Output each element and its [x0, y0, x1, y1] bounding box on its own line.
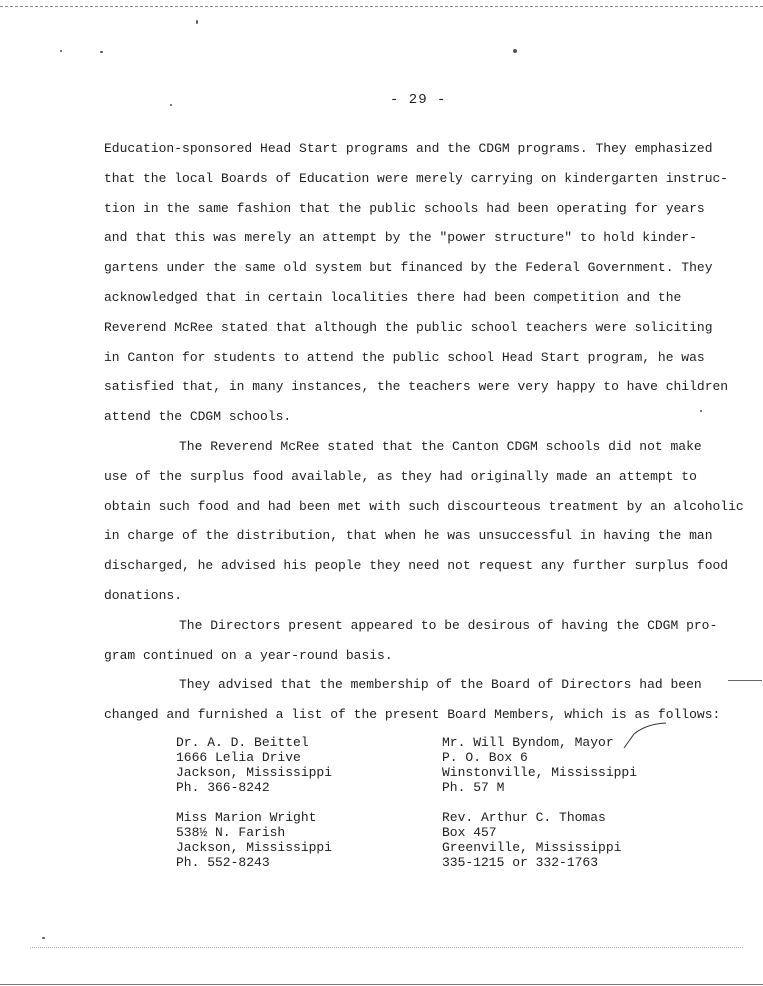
board-member-detail: 1666 Lelia Drive	[176, 750, 301, 765]
board-member-name: Miss Marion Wright	[176, 810, 317, 825]
text-line: obtain such food and had been met with such discourteous treatment by an alcoholic	[104, 498, 744, 514]
board-member-entry	[176, 810, 332, 870]
board-member-detail: Ph. 366-8242	[176, 780, 270, 795]
scan-speck	[170, 104, 172, 106]
text-line: acknowledged that in certain localities there had been competition and the	[104, 289, 682, 305]
page-bottom-edge	[0, 984, 763, 985]
text-line: discharged, he advised his people they need not request any further surplus food	[104, 558, 729, 574]
board-member-detail: Box 457	[442, 825, 497, 840]
board-member-entry	[442, 810, 637, 870]
board-member-detail: P. O. Box 6	[442, 750, 528, 765]
text-line: The Reverend McRee stated that the Canton CDGM schools did not make	[179, 438, 702, 454]
margin-mark	[728, 680, 762, 681]
text-line: in charge of the distribution, that when he was unsuccessful in having the man	[104, 528, 713, 544]
scan-speck	[60, 50, 62, 52]
board-member-detail: Winstonville, Mississippi	[442, 765, 638, 780]
board-member-entry	[176, 735, 332, 795]
text-line: changed and furnished a list of the present Board Members, which is as follows:	[104, 707, 721, 723]
pen-stroke-mark	[620, 722, 670, 752]
scan-speck	[100, 51, 103, 53]
board-members-right-column	[442, 735, 637, 885]
text-line: gartens under the same old system but financed by the Federal Government. They	[104, 260, 713, 276]
board-member-detail: Jackson, Mississippi	[176, 765, 333, 780]
board-member-detail: Jackson, Mississippi	[176, 840, 333, 855]
text-line: tion in the same fashion that the public schools had been operating for years	[104, 200, 705, 216]
text-line: donations.	[104, 587, 183, 603]
text-line: Reverend McRee stated that although the public school teachers were soliciting	[104, 319, 713, 335]
board-member-detail: 335-1215 or 332-1763	[442, 855, 599, 870]
page-bottom-scan-line	[30, 947, 743, 948]
board-member-name: Rev. Arthur C. Thomas	[442, 810, 606, 825]
body-text	[104, 134, 744, 730]
text-line: use of the surplus food available, as they had originally made an attempt to	[104, 468, 697, 484]
scan-speck	[513, 49, 517, 53]
text-line: They advised that the membership of the Board of Directors had been	[179, 677, 702, 693]
board-members-left-column	[176, 735, 332, 885]
text-line: that the local Boards of Education were merely carrying on kindergarten instruc-	[104, 170, 729, 186]
scan-speck	[196, 20, 198, 24]
page-number: - 29 -	[390, 92, 447, 108]
board-member-detail: Ph. 57 M	[442, 780, 505, 795]
text-line: gram continued on a year-round basis.	[104, 647, 393, 663]
board-member-name: Mr. Will Byndom, Mayor	[442, 735, 614, 750]
text-line: attend the CDGM schools.	[104, 409, 292, 425]
board-member-detail: Greenville, Mississippi	[442, 840, 622, 855]
board-member-detail: Ph. 552-8243	[176, 855, 270, 870]
text-line: Education-sponsored Head Start programs and the CDGM programs. They emphasized	[104, 141, 713, 156]
board-member-entry	[442, 735, 637, 795]
page-top-edge	[0, 6, 763, 7]
board-member-detail: 538½ N. Farish	[176, 825, 286, 840]
text-line: and that this was merely an attempt by the "power structure" to hold kinder-	[104, 230, 697, 246]
scan-speck	[42, 937, 45, 939]
board-member-name: Dr. A. D. Beittel	[176, 735, 309, 750]
text-line: satisfied that, in many instances, the teachers were very happy to have children	[104, 379, 729, 395]
text-line: The Directors present appeared to be desirous of having the CDGM pro-	[179, 617, 718, 633]
text-line: in Canton for students to attend the public school Head Start program, he was	[104, 349, 705, 365]
